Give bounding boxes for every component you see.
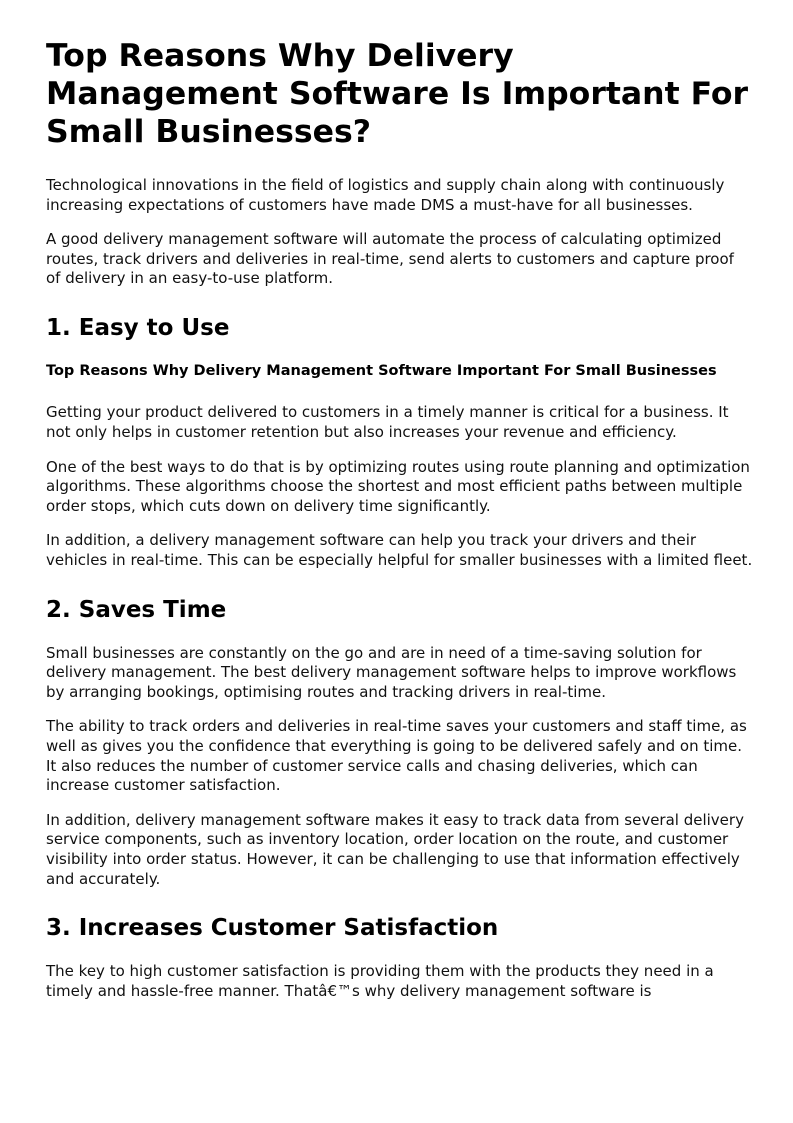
paragraph: Small businesses are constantly on the go and are in need of a time-saving solution for delivery management. The best delivery management software helps to improve workflows by arranging bookings, optimising routes and tracking drivers in real-time. bbox=[46, 643, 737, 701]
section-heading-saves-time: 2. Saves Time bbox=[46, 596, 227, 623]
section-heading-customer-satisfaction: 3. Increases Customer Satisfaction bbox=[46, 915, 499, 942]
paragraph: The key to high customer satisfaction is providing them with the products they need in a timely and hassle-free manner. Thatâ€™s why delivery management software is bbox=[46, 962, 714, 1000]
paragraph: One of the best ways to do that is by optimizing routes using route planning and optimization algorithms. These algorithms choose the shortest and most efficient paths between multiple order stops, which cuts down on delivery time significantly. bbox=[46, 457, 750, 515]
intro-paragraph-2: A good delivery management software will automate the process of calculating optimized routes, track drivers and deliveries in real-time, send alerts to customers and capture proof of delivery in an easy-to-use platform. bbox=[46, 230, 734, 288]
section-heading-easy-to-use: 1. Easy to Use bbox=[46, 314, 230, 341]
article-title: Top Reasons Why Delivery Management Software Is Important For Small Businesses? bbox=[46, 38, 749, 150]
intro-paragraph-1: Technological innovations in the field of logistics and supply chain along with continuously increasing expectations of customers have made DMS a must-have for all businesses. bbox=[46, 176, 725, 214]
section-subheading: Top Reasons Why Delivery Management Software Important For Small Businesses bbox=[46, 362, 717, 379]
paragraph: The ability to track orders and deliveries in real-time saves your customers and staff time, as well as gives you the confidence that everything is going to be delivered safely and on time. It also reduces the number of customer service calls and chasing deliveries, which can increase customer satisfaction. bbox=[46, 717, 747, 795]
paragraph: In addition, delivery management software makes it easy to track data from several delivery service components, such as inventory location, order location on the route, and customer visibility into order status. However, it can be challenging to use that information effectively and accurately. bbox=[46, 810, 744, 888]
paragraph: In addition, a delivery management software can help you track your drivers and their vehicles in real-time. This can be especially helpful for smaller businesses with a limited fleet. bbox=[46, 531, 753, 570]
paragraph: Getting your product delivered to customers in a timely manner is critical for a business. It not only helps in customer retention but also increases your revenue and efficiency. bbox=[46, 403, 729, 442]
